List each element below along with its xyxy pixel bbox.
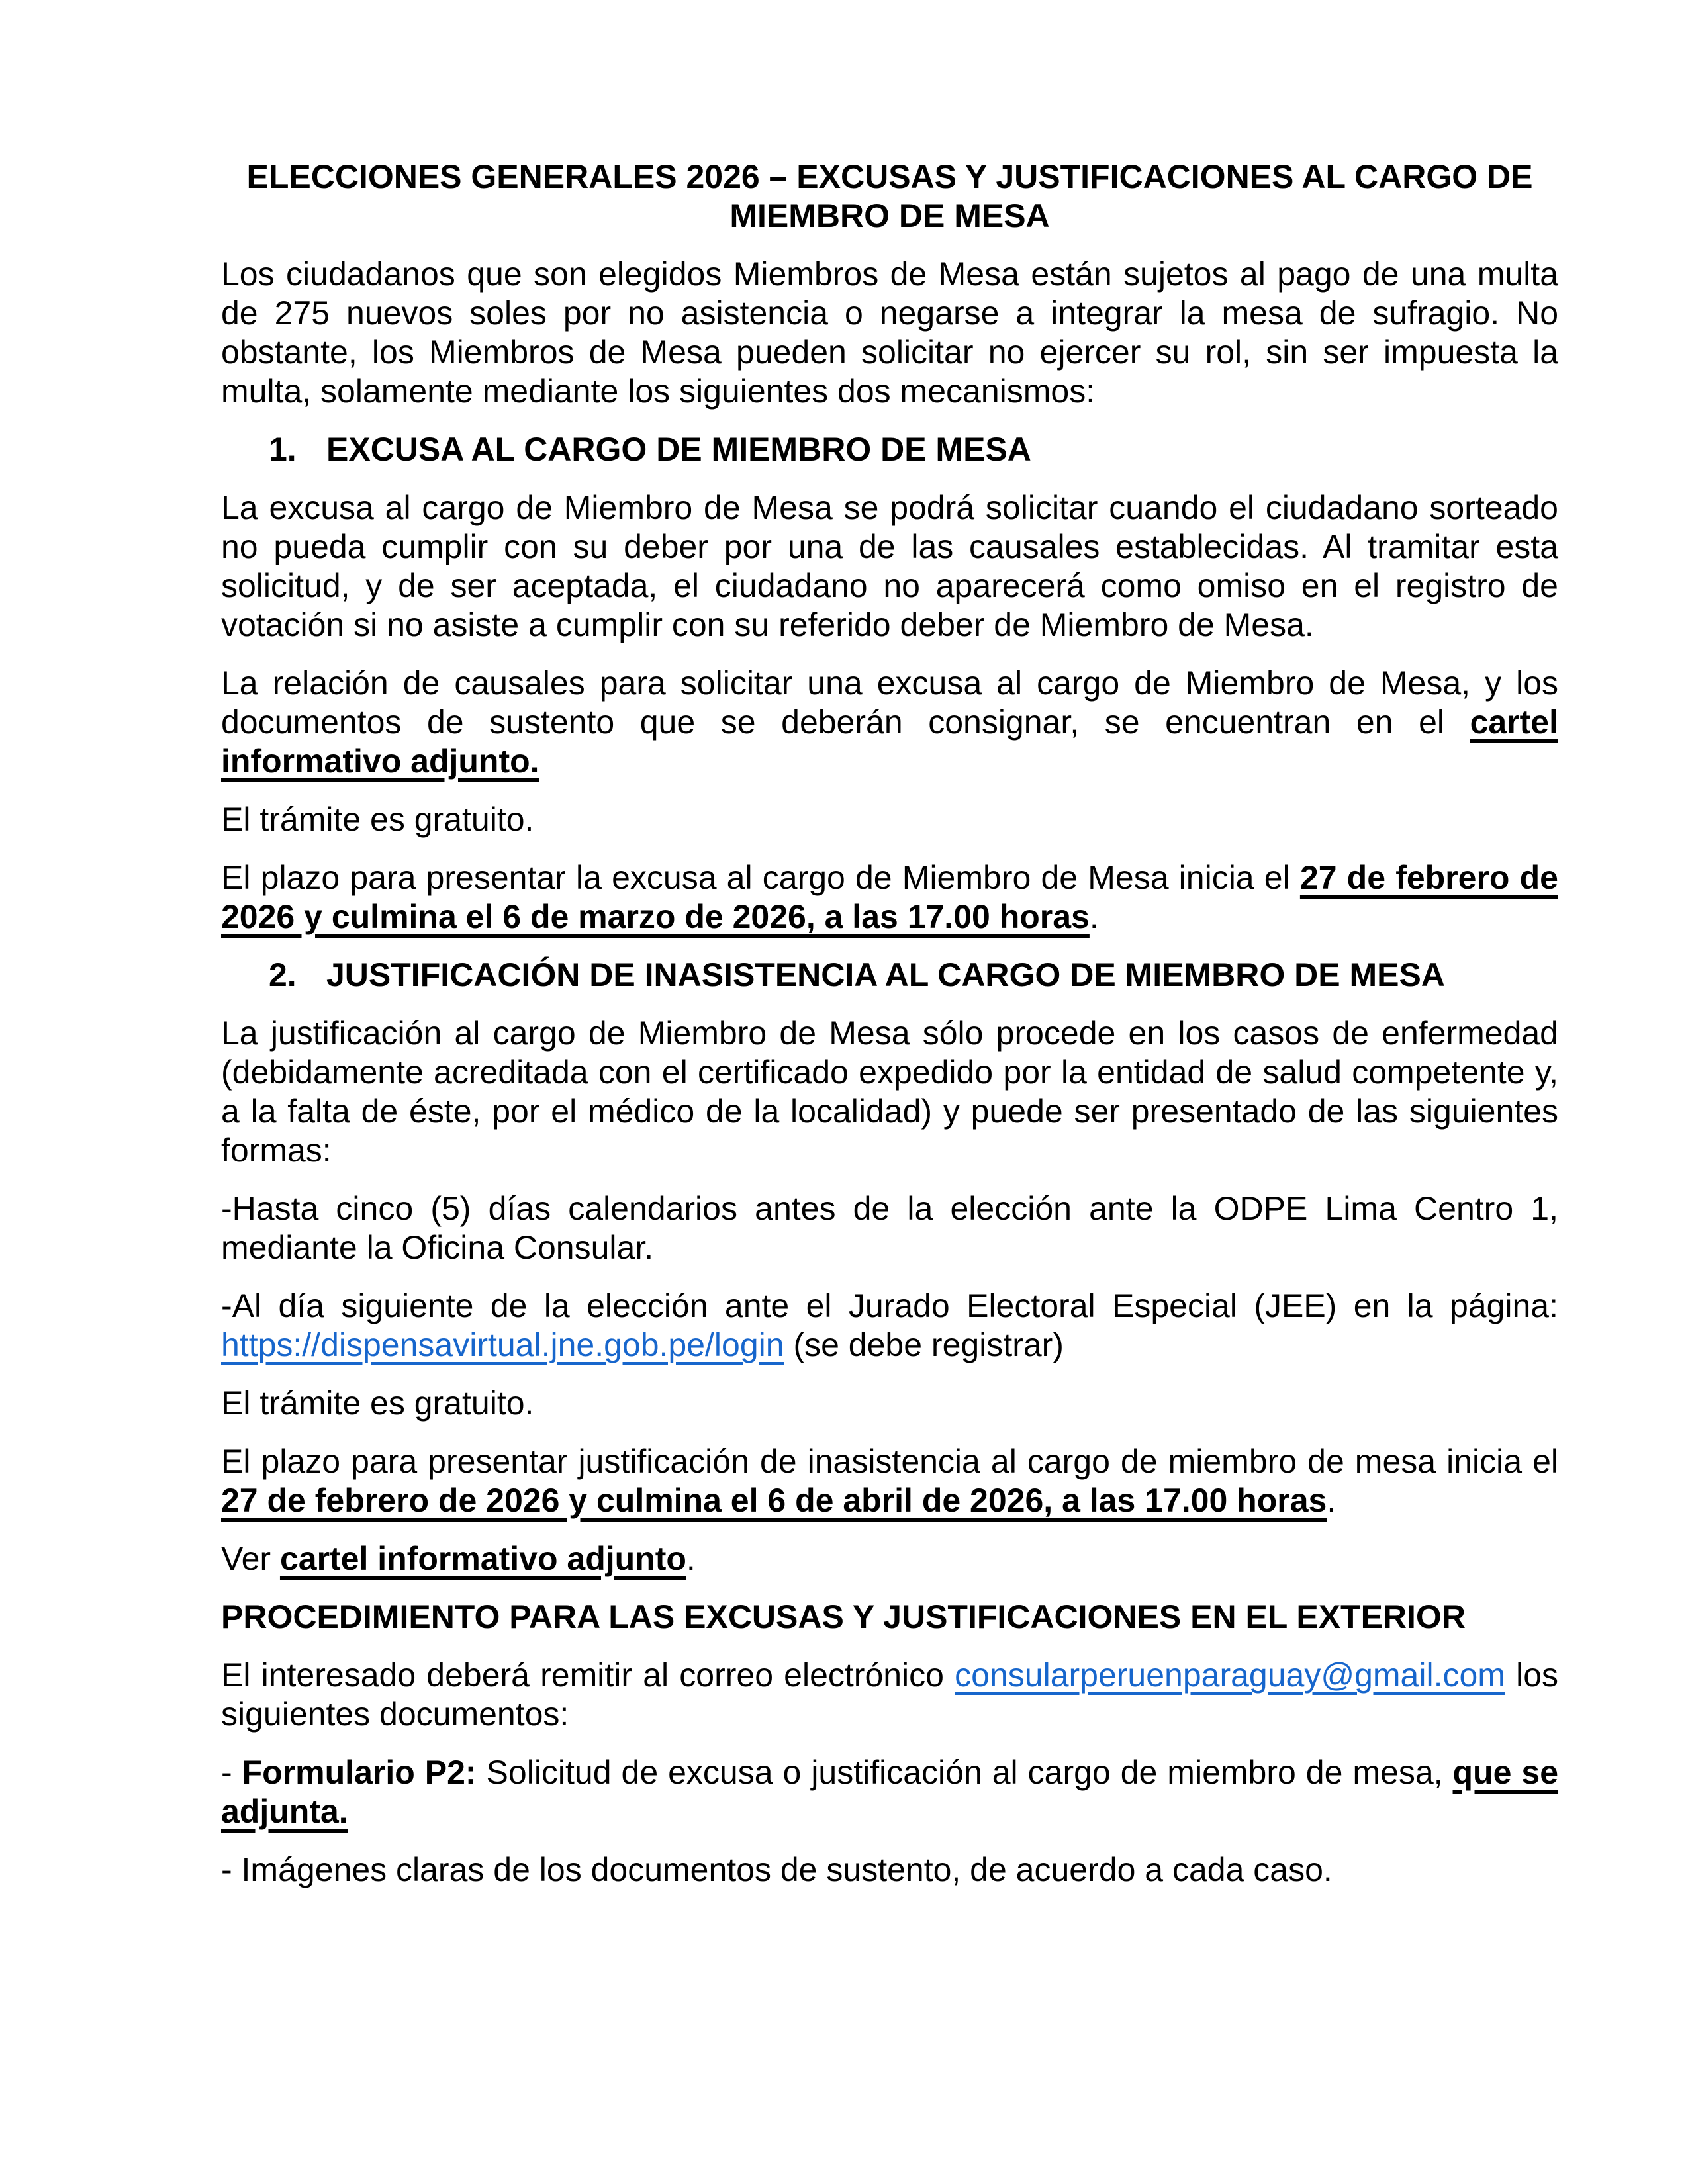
tramite-gratuito-paragraph-1 (221, 800, 1558, 839)
text-run: PROCEDIMIENTO PARA LAS EXCUSAS Y JUSTIFICACIONES EN EL EXTERIOR (221, 1598, 1466, 1635)
text-run: (se debe registrar) (784, 1326, 1064, 1363)
text-run: -Hasta cinco (5) días calendarios antes de la elección ante la ODPE Lima Centro 1, mediante la Oficina Consular. (221, 1190, 1558, 1266)
text-run: cartel informativo adjunto. (221, 704, 1558, 780)
text-run: . (1089, 898, 1099, 935)
list-number: 2. (269, 956, 297, 993)
text-run: La relación de causales para solicitar una excusa al cargo de Miembro de Mesa, y los documentos de sustento que se deberán consignar, se encuentran en el (221, 664, 1558, 741)
dispensa-virtual-link[interactable]: https://dispensavirtual.jne.gob.pe/login (221, 1326, 784, 1363)
text-run: que se adjunta. (221, 1754, 1559, 1830)
text-run: El interesado deberá remitir al correo electrónico (221, 1657, 955, 1694)
text-run: Solicitud de excusa o justificación al cargo de miembro de mesa, (476, 1754, 1453, 1791)
text-run: El trámite es gratuito. (221, 1385, 534, 1422)
text-run: . (1327, 1482, 1336, 1519)
section-1-heading (221, 430, 1558, 469)
intro-paragraph (221, 255, 1558, 411)
text-run: . (686, 1540, 696, 1577)
forma-jee-paragraph (221, 1287, 1558, 1365)
correo-paragraph (221, 1656, 1558, 1734)
text-run: -Al día siguiente de la elección ante el Jurado Electoral Especial (JEE) en la página: (221, 1287, 1558, 1324)
imagenes-paragraph (221, 1850, 1558, 1889)
text-run: 27 de febrero de 2026 y culmina el 6 de abril de 2026, a las 17.00 horas (221, 1482, 1327, 1519)
ver-cartel-paragraph (221, 1539, 1558, 1578)
text-run: El trámite es gratuito. (221, 801, 534, 838)
text-run: Ver (221, 1540, 280, 1577)
text-run: JUSTIFICACIÓN DE INASISTENCIA AL CARGO DE MIEMBRO DE MESA (326, 956, 1445, 993)
procedimiento-exterior-heading (221, 1598, 1558, 1637)
text-run: - (221, 1754, 242, 1791)
document-title (221, 158, 1558, 236)
plazo-justificacion-paragraph (221, 1442, 1558, 1520)
text-run: EXCUSA AL CARGO DE MIEMBRO DE MESA (326, 431, 1031, 468)
text-run: El plazo para presentar justificación de inasistencia al cargo de miembro de mesa inicia el (221, 1443, 1558, 1480)
text-run: La justificación al cargo de Miembro de Mesa sólo procede en los casos de enfermedad (debidamente acreditada con el certificado expedido por la entidad de salud competente y, a la falta de éste, por el médico de la localidad) y puede ser presentado de las siguientes formas: (221, 1015, 1558, 1169)
formulario-p2-paragraph (221, 1753, 1558, 1831)
forma-odpe-paragraph (221, 1189, 1558, 1267)
text-run: Los ciudadanos que son elegidos Miembros de Mesa están sujetos al pago de una multa de 275 nuevos soles por no asistencia o negarse a integrar la mesa de sufragio. No obstante, los Miembros de Mesa pueden solicitar no ejercer su rol, sin ser impuesta la multa, solamente mediante los siguientes dos mecanismos: (221, 255, 1558, 410)
text-run: 27 de febrero de 2026 y culmina el 6 de marzo de 2026, a las 17.00 horas (221, 859, 1558, 935)
document-body (221, 158, 1558, 1909)
tramite-gratuito-paragraph-2 (221, 1384, 1558, 1423)
text-run: Formulario P2: (242, 1754, 477, 1791)
text-run: - Imágenes claras de los documentos de sustento, de acuerdo a cada caso. (221, 1851, 1333, 1888)
text-run: El plazo para presentar la excusa al cargo de Miembro de Mesa inicia el (221, 859, 1300, 896)
text-run: ELECCIONES GENERALES 2026 – EXCUSAS Y JUSTIFICACIONES AL CARGO DE MIEMBRO DE MESA (246, 158, 1533, 234)
section-2-heading (221, 956, 1558, 995)
justificacion-description-paragraph (221, 1014, 1558, 1170)
text-run: los siguientes documentos: (221, 1657, 1559, 1733)
list-number: 1. (269, 431, 297, 468)
consular-email-link[interactable]: consularperuenparaguay@gmail.com (955, 1657, 1505, 1694)
text-run: cartel informativo adjunto (279, 1540, 686, 1577)
causales-paragraph (221, 664, 1558, 781)
excusa-description-paragraph (221, 488, 1558, 645)
text-run: La excusa al cargo de Miembro de Mesa se podrá solicitar cuando el ciudadano sorteado no pueda cumplir con su deber por una de las causales establecidas. Al tramitar esta solicitud, y de ser aceptada, el ciudadano no aparecerá como omiso en el registro de votación si no asiste a cumplir con su referido deber de Miembro de Mesa. (221, 489, 1558, 643)
plazo-excusa-paragraph (221, 858, 1558, 936)
